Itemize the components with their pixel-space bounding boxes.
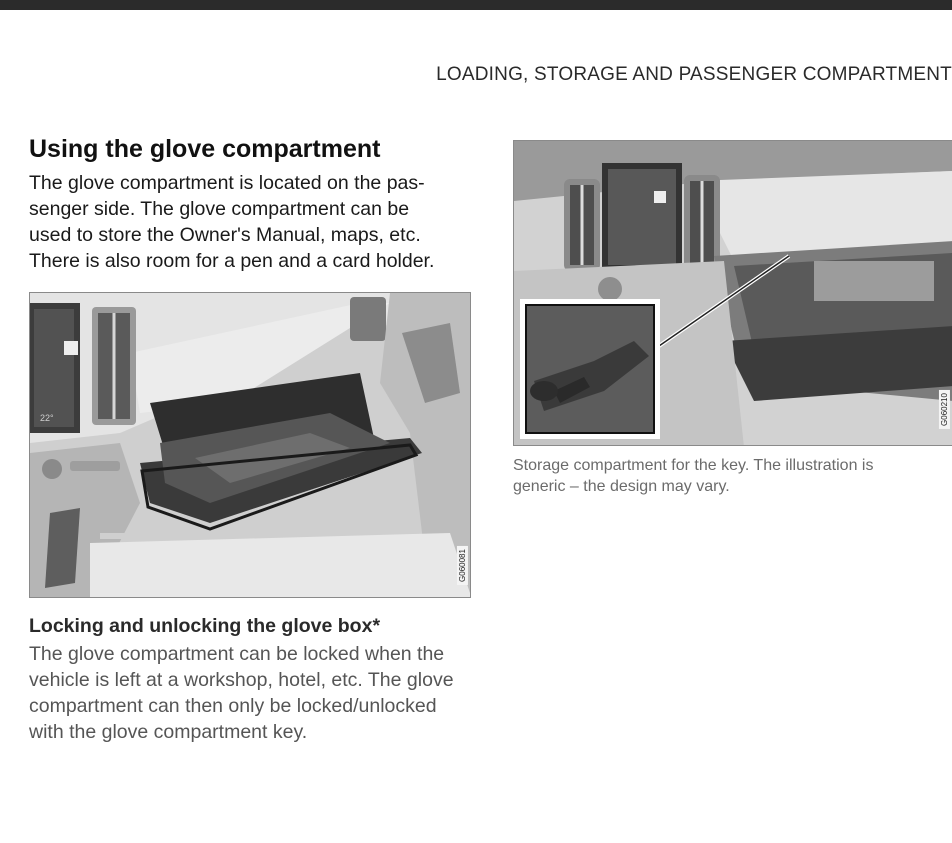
locking-heading: Locking and unlocking the glove box*: [29, 615, 381, 637]
key-storage-drawing: [514, 141, 952, 446]
intro-line: used to store the Owner's Manual, maps, etc.: [29, 224, 421, 246]
figure-code: G060210: [939, 390, 950, 429]
locking-line: compartment can then only be locked/unlocked: [29, 695, 437, 717]
caption-line: generic – the design may vary.: [513, 478, 730, 495]
intro-line: There is also room for a pen and a card holder.: [29, 250, 435, 272]
intro-line: senger side. The glove compartment can be: [29, 198, 410, 220]
figure-code: G060081: [457, 546, 468, 585]
locking-line: The glove compartment can be locked when the: [29, 643, 445, 665]
locking-paragraph: [29, 641, 469, 745]
glove-compartment-drawing: [30, 293, 471, 598]
key-storage-illustration: [513, 140, 952, 446]
top-bar: [0, 0, 952, 10]
glove-compartment-illustration: [29, 292, 471, 598]
figure-caption: [513, 455, 933, 497]
locking-line: with the glove compartment key.: [29, 721, 308, 743]
svg-text:22°: 22°: [40, 413, 54, 423]
intro-line: The glove compartment is located on the pas-: [29, 172, 425, 194]
caption-line: Storage compartment for the key. The illustration is: [513, 457, 874, 474]
page-title: Using the glove compartment: [29, 135, 381, 163]
intro-paragraph: [29, 170, 469, 274]
section-header: LOADING, STORAGE AND PASSENGER COMPARTMENT: [436, 64, 952, 85]
locking-line: vehicle is left at a workshop, hotel, etc. The glove: [29, 669, 454, 691]
